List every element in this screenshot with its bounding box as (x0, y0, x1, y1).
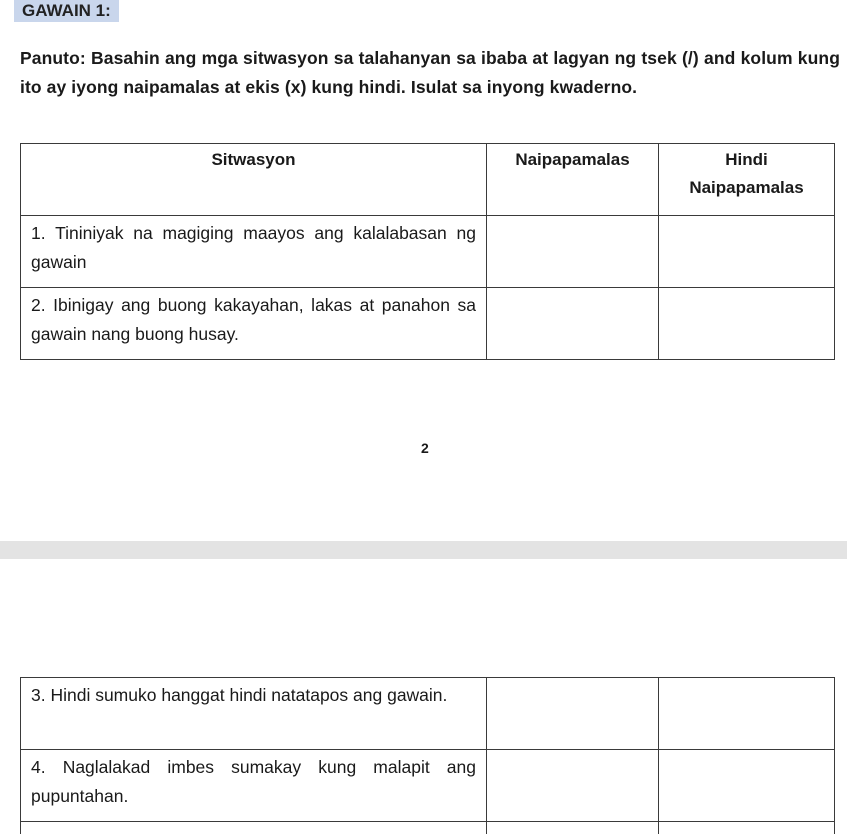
table-row (21, 822, 835, 834)
table-row (21, 288, 835, 360)
table-row (21, 678, 835, 750)
header-hindi-naipapamalas (659, 144, 835, 216)
hindi-naipapamalas-answer-cell[interactable] (659, 288, 835, 360)
situation-text: 4. Naglalakad imbes sumakay kung malapit ang pupuntahan. (31, 757, 476, 806)
header-sitwasyon: Sitwasyon (21, 144, 487, 216)
naipapamalas-answer-cell[interactable] (487, 678, 659, 750)
header-naipapamalas: Naipapamalas (487, 144, 659, 216)
document-page-2 (0, 559, 847, 834)
naipapamalas-answer-cell[interactable] (487, 750, 659, 822)
checklist-table-part-2 (20, 677, 835, 834)
table-row (21, 750, 835, 822)
naipapamalas-answer-cell[interactable] (487, 288, 659, 360)
table-row (21, 216, 835, 288)
situation-cell (21, 822, 487, 834)
table-header-row (21, 144, 835, 216)
naipapamalas-answer-cell[interactable] (487, 216, 659, 288)
situation-text: 1. Tininiyak na magiging maayos ang kalalabasan ng gawain (31, 223, 476, 272)
hindi-naipapamalas-answer-cell[interactable] (659, 216, 835, 288)
naipapamalas-answer-cell[interactable] (487, 822, 659, 834)
page-number: 2 (421, 440, 429, 456)
situation-text: 2. Ibinigay ang buong kakayahan, lakas at panahon sa gawain nang buong husay. (31, 295, 476, 344)
hindi-naipapamalas-answer-cell[interactable] (659, 822, 835, 834)
situation-cell (21, 678, 487, 750)
page-separator (0, 541, 847, 559)
hindi-naipapamalas-answer-cell[interactable] (659, 678, 835, 750)
situation-cell (21, 288, 487, 360)
activity-heading: GAWAIN 1: (14, 0, 119, 22)
header-hindi-line1: Hindi (725, 150, 768, 169)
hindi-naipapamalas-answer-cell[interactable] (659, 750, 835, 822)
situation-cell (21, 750, 487, 822)
situation-cell (21, 216, 487, 288)
situation-text: 3. Hindi sumuko hanggat hindi natatapos ang gawain. (31, 685, 448, 705)
checklist-table-part-1 (20, 143, 835, 360)
instructions-paragraph: Panuto: Basahin ang mga sitwasyon sa talahanyan sa ibaba at lagyan ng tsek (/) and kolum kung ito ay iyong naipamalas at ekis (x) kung hindi. Isulat sa inyong kwaderno. (20, 48, 840, 97)
header-hindi-line2: Naipapamalas (689, 178, 804, 197)
